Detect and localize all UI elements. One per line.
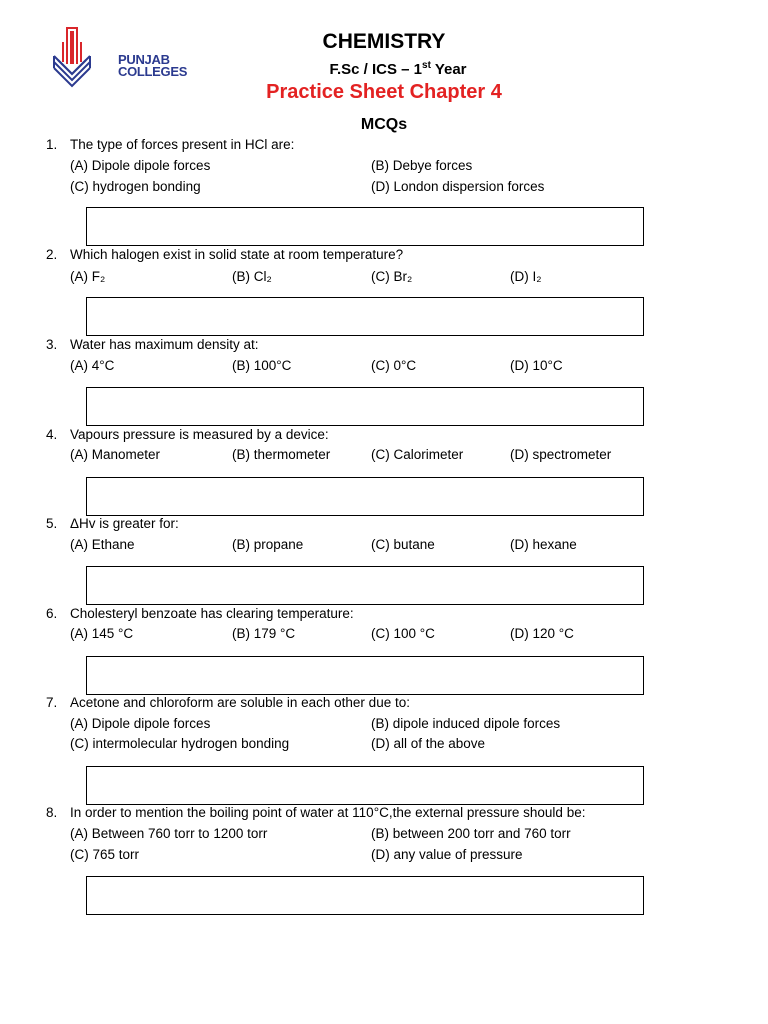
option-c: (C) hydrogen bonding xyxy=(70,179,201,194)
option-a: (A) Dipole dipole forces xyxy=(70,158,211,173)
option-d: (D) all of the above xyxy=(371,736,486,751)
option-d: (D) 10°C xyxy=(510,358,563,373)
option-a: (A) Ethane xyxy=(70,537,135,552)
course-sup: st xyxy=(422,60,431,71)
option-b: (B) Cl₂ xyxy=(232,269,272,284)
question-text: 4. Vapours pressure is measured by a device: xyxy=(46,427,329,442)
option-d: (D) any value of pressure xyxy=(371,847,523,862)
option-a: (A) 145 °C xyxy=(70,626,134,641)
answer-box[interactable] xyxy=(86,477,644,516)
logo-text-line1: PUNJAB xyxy=(118,52,170,67)
subject-title: CHEMISTRY xyxy=(322,30,446,53)
course-line xyxy=(14,60,768,78)
question-text: 8. In order to mention the boiling point of water at 110°C,the external pressure should be: xyxy=(46,805,586,820)
question-text: 3. Water has maximum density at: xyxy=(46,337,259,352)
option-c: (C) butane xyxy=(371,537,435,552)
logo-text-line2: COLLEGES xyxy=(118,64,188,79)
option-b: (B) Debye forces xyxy=(371,158,473,173)
answer-box[interactable] xyxy=(86,207,644,246)
option-b: (B) propane xyxy=(232,537,304,552)
option-a: (A) 4°C xyxy=(70,358,115,373)
option-c: (C) 765 torr xyxy=(70,847,140,862)
option-c: (C) 0°C xyxy=(371,358,417,373)
sheet-title: Practice Sheet Chapter 4 xyxy=(266,81,502,103)
option-c: (C) 100 °C xyxy=(371,626,435,641)
option-c: (C) Calorimeter xyxy=(371,447,464,462)
punjab-colleges-logo xyxy=(50,18,200,90)
option-b: (B) 179 °C xyxy=(232,626,296,641)
answer-box[interactable] xyxy=(86,297,644,336)
option-a: (A) F₂ xyxy=(70,269,106,284)
option-d: (D) 120 °C xyxy=(510,626,574,641)
option-a: (A) Manometer xyxy=(70,447,161,462)
option-b: (B) 100°C xyxy=(232,358,292,373)
question-text: 1. The type of forces present in HCl are: xyxy=(46,137,295,152)
question-text: 6. Cholesteryl benzoate has clearing temperature: xyxy=(46,606,354,621)
option-b: (B) thermometer xyxy=(232,447,331,462)
answer-box[interactable] xyxy=(86,876,644,915)
answer-box[interactable] xyxy=(86,566,644,605)
course-suffix: Year xyxy=(430,61,467,78)
section-heading: MCQs xyxy=(360,116,408,133)
question-text: 2. Which halogen exist in solid state at room temperature? xyxy=(46,247,404,262)
option-c: (C) intermolecular hydrogen bonding xyxy=(70,736,290,751)
option-a: (A) Dipole dipole forces xyxy=(70,716,211,731)
option-d: (D) London dispersion forces xyxy=(371,179,545,194)
course-prefix: F.Sc / ICS – 1 xyxy=(329,61,423,78)
question-text: 7. Acetone and chloroform are soluble in each other due to: xyxy=(46,695,410,710)
option-d: (D) hexane xyxy=(510,537,577,552)
option-a: (A) Between 760 torr to 1200 torr xyxy=(70,826,268,841)
option-b: (B) dipole induced dipole forces xyxy=(371,716,561,731)
option-c: (C) Br₂ xyxy=(371,269,413,284)
option-d: (D) I₂ xyxy=(510,269,542,284)
answer-box[interactable] xyxy=(86,656,644,695)
question-text: 5. ΔHv is greater for: xyxy=(46,516,179,531)
answer-box[interactable] xyxy=(86,387,644,426)
option-d: (D) spectrometer xyxy=(510,447,612,462)
option-b: (B) between 200 torr and 760 torr xyxy=(371,826,571,841)
answer-box[interactable] xyxy=(86,766,644,805)
